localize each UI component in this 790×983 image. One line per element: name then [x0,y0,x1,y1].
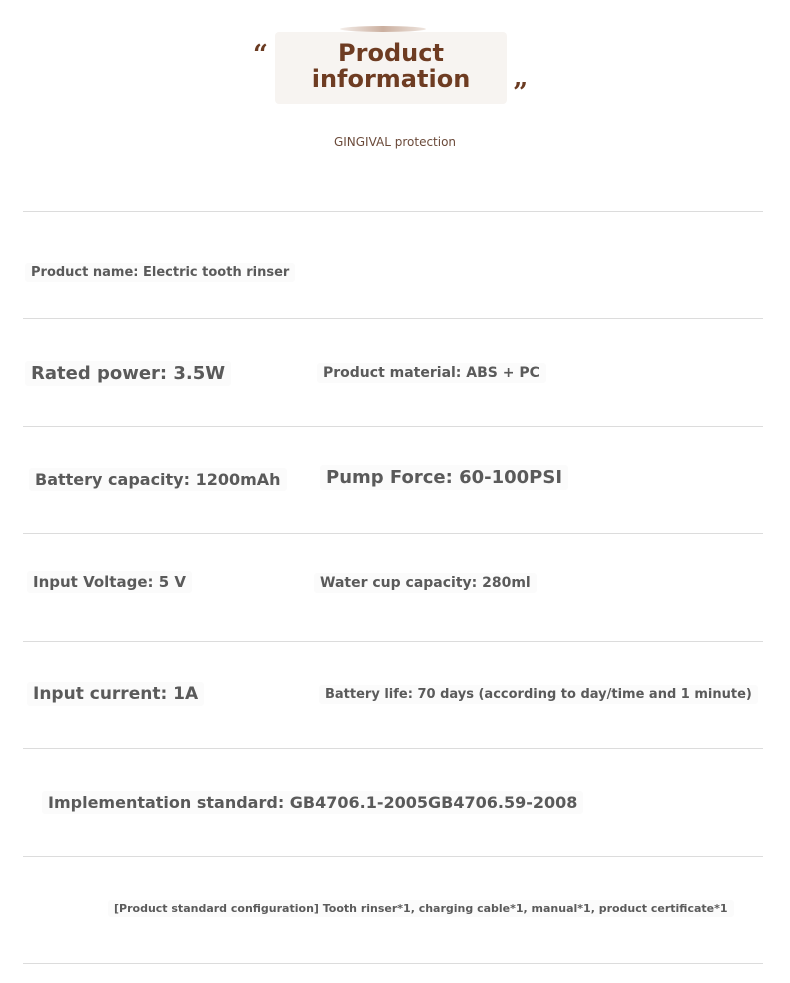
row-divider [23,856,763,857]
spec-product-name: Product name: Electric tooth rinser [25,263,295,282]
row-divider [23,641,763,642]
spec-product-material: Product material: ABS + PC [317,363,546,383]
row-divider [23,318,763,319]
page-title [275,40,507,92]
open-quote-mark: “ [253,40,268,70]
spec-battery-life: Battery life: 70 days (according to day/time and 1 minute) [319,685,758,704]
title-line-2: information [311,65,471,93]
row-divider [23,748,763,749]
title-line-1: Product [338,39,444,67]
row-divider [23,963,763,964]
row-divider [23,533,763,534]
spec-rated-power: Rated power: 3.5W [25,361,231,386]
spec-pump-force: Pump Force: 60-100PSI [320,465,568,490]
row-divider [23,426,763,427]
spec-battery-capacity: Battery capacity: 1200mAh [29,468,287,491]
spec-standard-configuration: [Product standard configuration] Tooth rinser*1, charging cable*1, manual*1, product certificate*1 [108,900,734,917]
page-header [0,0,790,200]
spec-water-cup-capacity: Water cup capacity: 280ml [314,573,537,593]
spec-implementation-standard: Implementation standard: GB4706.1-2005GB4706.59-2008 [42,791,583,814]
close-quote-mark: ” [513,78,528,108]
spec-input-voltage: Input Voltage: 5 V [27,571,192,593]
page-subtitle: GINGIVAL protection [333,135,457,149]
spec-input-current: Input current: 1A [27,682,204,706]
row-divider [23,211,763,212]
